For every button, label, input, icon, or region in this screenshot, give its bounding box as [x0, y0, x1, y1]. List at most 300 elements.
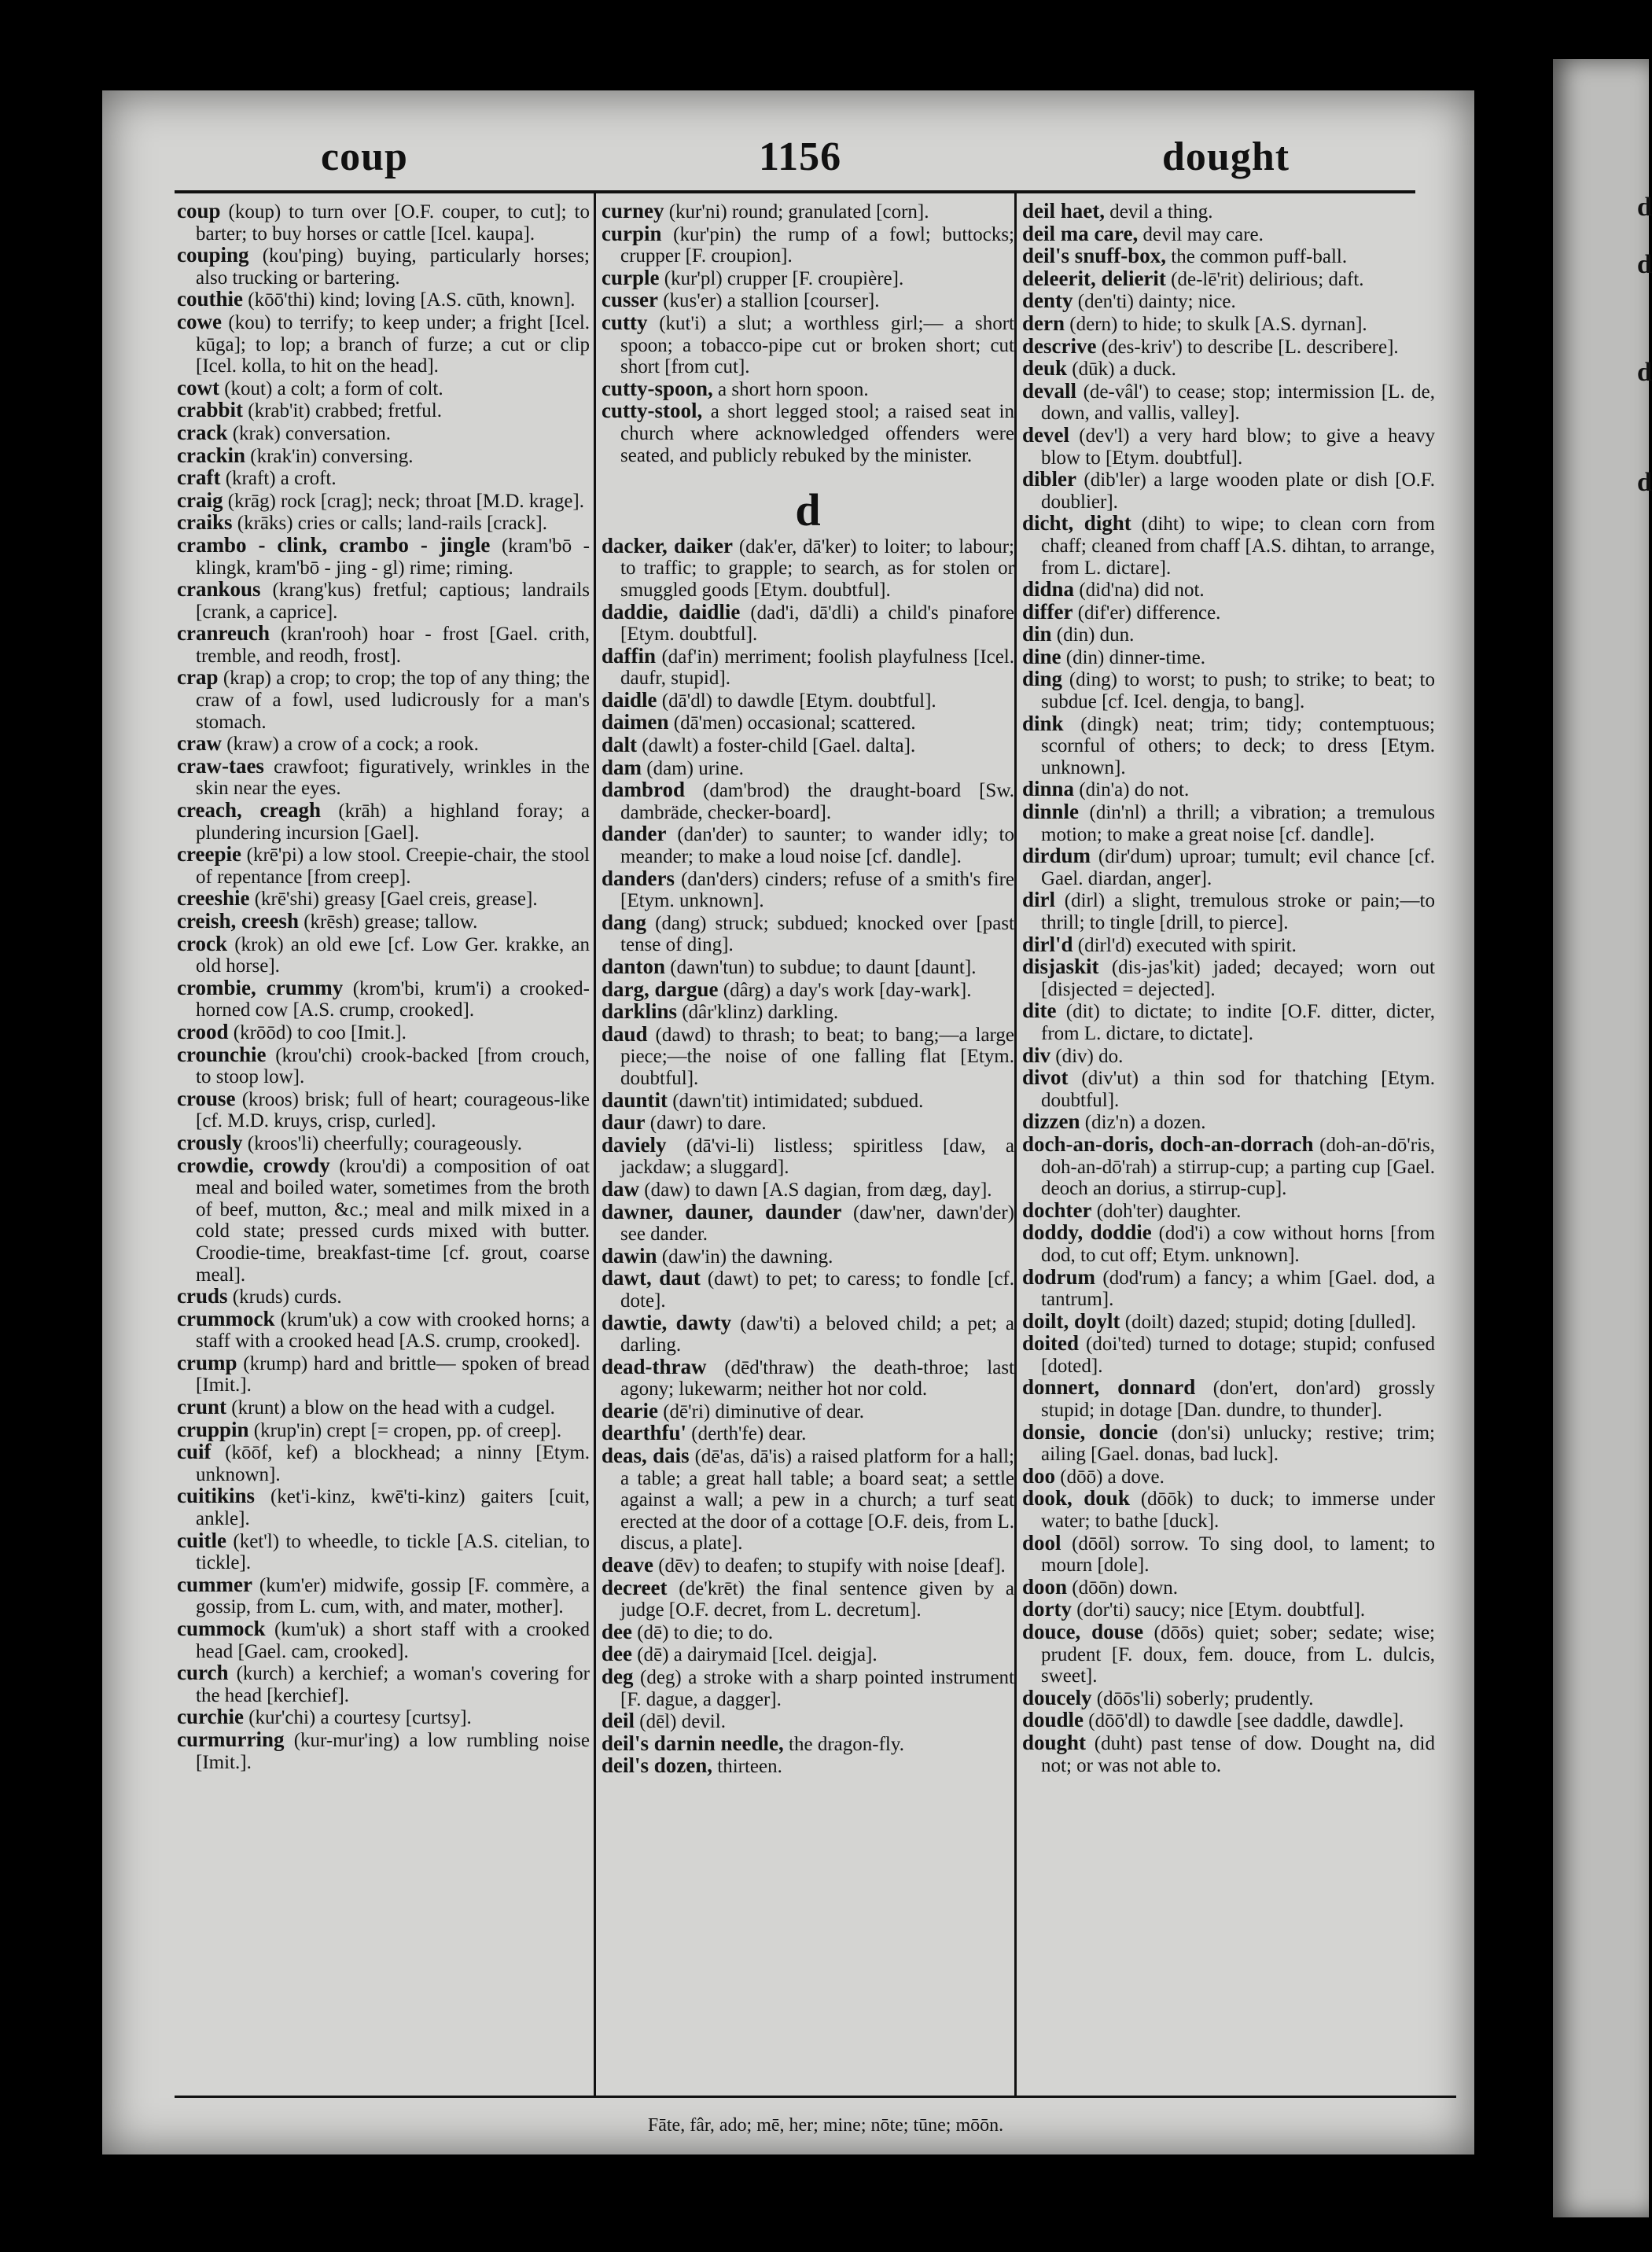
definition: (daw) to dawn [A.S dagian, from dæg, day]. — [644, 1179, 992, 1201]
definition: (krē'shi) greasy [Gael creis, grease]. — [254, 889, 538, 911]
headword: couping — [177, 243, 249, 267]
definition: the common puff-ball. — [1171, 246, 1348, 268]
headword: decreet — [602, 1575, 668, 1599]
definition: (krak) conversation. — [232, 422, 392, 444]
dictionary-entry — [177, 490, 590, 513]
headword: crowdie, crowdy — [177, 1153, 330, 1177]
definition: crawfoot; figuratively, wrinkles in the skin near the eyes. — [196, 756, 591, 800]
headword: dinna — [1022, 777, 1075, 801]
headword: crock — [177, 931, 227, 955]
dictionary-entry — [177, 1662, 590, 1706]
definition: (dēl) devil. — [639, 1711, 726, 1733]
definition: (kur'ni) round; granulated [corn]. — [668, 201, 929, 223]
headword: doited — [1022, 1331, 1080, 1356]
headword: cutty — [602, 310, 648, 334]
headword: crously — [177, 1130, 243, 1154]
definition: (dawlt) a foster-child [Gael. dalta]. — [642, 735, 916, 757]
headword: craig — [177, 488, 223, 512]
headword: dee — [602, 1642, 632, 1666]
running-head-left: coup — [321, 134, 408, 179]
dictionary-entry — [1022, 469, 1435, 513]
headword: devel — [1022, 422, 1069, 447]
definition: (dōōl) sorrow. To sing dool, to lament; to mourn [dole]. — [1041, 1533, 1435, 1577]
definition: (dârg) a day's work [day-wark]. — [723, 979, 972, 1001]
dictionary-entry — [602, 868, 1014, 912]
running-head-right: dought — [1162, 134, 1290, 179]
dictionary-entry — [177, 1308, 590, 1352]
headword: crunt — [177, 1395, 226, 1419]
dictionary-entry — [177, 1574, 590, 1618]
definition: (dak'er, dā'ker) to loiter; to labour; to traffic; to grapple; to search, as for stolen or smuggled goods [Etym. doubtful]. — [620, 535, 1015, 601]
headword: crap — [177, 665, 219, 690]
headword: crabbit — [177, 398, 243, 422]
headword: couthie — [177, 287, 243, 311]
dictionary-entry — [177, 1419, 590, 1442]
definition: (krē'pi) a low stool. Creepie-chair, the stool of repentance [from creep]. — [196, 844, 590, 888]
dictionary-entry — [602, 757, 1014, 780]
definition: (dawn'tun) to subdue; to daunt [daunt]. — [670, 957, 977, 978]
dictionary-entry — [1022, 223, 1435, 246]
definition: (krum'uk) a cow with crooked horns; a staff with a crooked head [A.S. crump, crooked]. — [196, 1308, 590, 1352]
dictionary-entry — [177, 1021, 590, 1044]
headword: cummock — [177, 1617, 266, 1640]
headword: curchie — [177, 1705, 244, 1729]
headword: crump — [177, 1350, 237, 1374]
headword: div — [1022, 1043, 1051, 1067]
dictionary-entry — [1022, 1067, 1435, 1111]
headword: curple — [602, 265, 660, 289]
definition: (dūk) a duck. — [1072, 359, 1176, 381]
headword: dee — [602, 1619, 632, 1643]
definition: (dam) urine. — [646, 757, 744, 779]
headword: dook, douk — [1022, 1486, 1130, 1511]
dictionary-entry — [1022, 245, 1435, 268]
dictionary-entry — [177, 1088, 590, 1132]
definition: (dirl'd) executed with spirit. — [1077, 934, 1297, 956]
headword: curney — [602, 199, 664, 223]
definition: (dōō) a dove. — [1060, 1466, 1164, 1488]
dictionary-entry — [602, 1621, 1014, 1644]
dictionary-entry — [1022, 801, 1435, 845]
definition: (dawn'tit) intimidated; subdued. — [672, 1090, 924, 1112]
headword: dirdum — [1022, 844, 1091, 868]
page-number: 1156 — [759, 134, 842, 179]
definition: (kur'chi) a courtesy [curtsy]. — [248, 1707, 472, 1729]
definition: (duht) past tense of dow. Dought na, did not; or was not able to. — [1041, 1732, 1435, 1776]
dictionary-entry — [1022, 624, 1435, 646]
dictionary-entry — [1022, 845, 1435, 889]
headword: dodrum — [1022, 1264, 1096, 1289]
dictionary-entry — [1022, 1599, 1435, 1621]
definition: (daf'in) merriment; foolish playfulness [Icel. daufr, stupid]. — [620, 646, 1014, 690]
definition: (kus'er) a stallion [courser]. — [663, 290, 880, 312]
dictionary-entry — [177, 311, 590, 377]
definition: (diht) to wipe; to clean corn from chaff; cleaned from chaff [A.S. dihtan, to arrange, from L. dictare]. — [1041, 513, 1435, 579]
definition: (krab'it) crabbed; fretful. — [248, 400, 442, 422]
headword: dam — [602, 755, 642, 779]
headword: danton — [602, 955, 666, 978]
headword: daviely — [602, 1132, 667, 1157]
definition: (krōōd) to coo [Imit.]. — [233, 1021, 407, 1043]
definition: (krang'kus) fretful; captious; landrails [crank, a caprice]. — [196, 580, 591, 623]
dictionary-entry — [177, 422, 590, 445]
definition: (dē'as, dā'is) a raised platform for a hall; a table; a great hall table; a board seat; a settle against a wall; a pew in a church; a turf seat erected at the door of a cottage [O.F. deis, from L. discus, a plate]. — [620, 1446, 1015, 1555]
headword: cowt — [177, 375, 219, 399]
headword: craft — [177, 465, 221, 490]
headword: denty — [1022, 289, 1073, 313]
dictionary-entry — [177, 445, 590, 468]
definition: (did'na) did not. — [1079, 580, 1205, 602]
headword: deleerit, delierit — [1022, 266, 1166, 290]
definition: (krēsh) grease; tallow. — [304, 911, 478, 933]
headword: deil's snuff-box, — [1022, 244, 1167, 268]
dictionary-entry — [1022, 668, 1435, 712]
dictionary-entry — [602, 267, 1014, 290]
definition: (ding) to worst; to push; to strike; to beat; to subdue [cf. Icel. dengja, to bang]. — [1041, 669, 1436, 713]
dictionary-entry — [177, 911, 590, 933]
headword: dalt — [602, 733, 638, 757]
headword: deil's dozen, — [602, 1753, 713, 1778]
dictionary-entry — [602, 1422, 1014, 1445]
dictionary-entry — [177, 623, 590, 667]
headword: cummer — [177, 1572, 252, 1596]
definition: (kruds) curds. — [232, 1286, 342, 1308]
dictionary-entry — [1022, 1264, 1435, 1311]
dictionary-entry — [177, 399, 590, 422]
definition: (krom'bi, krum'i) a crooked-horned cow [A.S. crump, crooked]. — [196, 977, 590, 1021]
dictionary-entry — [1022, 1377, 1435, 1421]
dictionary-entry — [1022, 579, 1435, 602]
dictionary-entry — [1022, 1488, 1435, 1532]
dictionary-entry — [602, 1021, 1015, 1090]
definition: (kram'bō - klingk, kram'bō - jing - gl) rime; riming. — [196, 535, 590, 579]
headword: cowe — [177, 309, 222, 333]
definition: (krunt) a blow on the head with a cudgel. — [231, 1397, 555, 1419]
dictionary-entry — [602, 535, 1014, 602]
headword: crouse — [177, 1086, 236, 1110]
headword: ding — [1022, 667, 1063, 691]
header-rule — [175, 190, 1415, 193]
column-2-bottom-entries — [602, 535, 1014, 1778]
dictionary-entry — [1022, 422, 1436, 469]
definition: (din) dinner-time. — [1065, 646, 1206, 668]
definition: a short horn spoon. — [718, 378, 869, 400]
headword: deil's darnin needle, — [602, 1731, 784, 1755]
definition: (dēv) to deafen; to stupify with noise [deaf]. — [658, 1555, 1006, 1577]
definition: (krou'chi) crook-backed [from crouch, to stoop low]. — [196, 1044, 590, 1088]
headword: dought — [1022, 1730, 1087, 1754]
dictionary-entry — [177, 1485, 590, 1529]
headword: cruds — [177, 1284, 228, 1308]
definition: (dan'ders) cinders; refuse of a smith's fire [Etym. unknown]. — [620, 868, 1014, 912]
definition: (doh-an-dō'ris, doh-an-dō'rah) a stirrup-cup; a parting cup [Gael. deoch an dorius, a stirrup-cup]. — [1041, 1134, 1435, 1200]
definition: thirteen. — [717, 1756, 782, 1778]
dictionary-entry — [602, 956, 1014, 979]
headword: deave — [602, 1553, 653, 1577]
dictionary-entry — [177, 1396, 590, 1419]
dictionary-entry — [602, 712, 1014, 734]
definition: (dōō'dl) to dawdle [see daddle, dawdle]. — [1088, 1710, 1404, 1732]
dictionary-entry — [1022, 1709, 1435, 1732]
dictionary-entry — [1022, 313, 1435, 336]
dictionary-entry — [602, 1243, 1014, 1268]
definition: (don'si) unlucky; restive; trim; ailing [Gael. donas, bad luck]. — [1041, 1422, 1436, 1466]
headword: doucely — [1022, 1685, 1092, 1709]
definition: (de-vâl') to cease; stop; intermission [L. de, down, and vallis, valley]. — [1041, 381, 1435, 425]
definition: (krup'in) crept [= cropen, pp. of creep]. — [253, 1419, 562, 1441]
dictionary-entry — [177, 1618, 590, 1662]
definition: (kōō'thi) kind; loving [A.S. cūth, known]. — [248, 289, 576, 311]
headword: disjaskit — [1022, 955, 1099, 979]
definition: (dod'i) a cow without horns [from dod, to cut off; Etym. unknown]. — [1041, 1223, 1436, 1266]
headword: dink — [1022, 711, 1064, 735]
headword: dearie — [602, 1398, 658, 1422]
dictionary-entry — [1022, 1045, 1435, 1068]
dictionary-entry — [602, 734, 1014, 757]
definition: (kum'er) midwife, gossip [F. commère, a gossip, from L. cum, with, and mater, mother]. — [196, 1574, 590, 1618]
headword: cruppin — [177, 1417, 249, 1441]
dictionary-entry — [602, 201, 1014, 223]
dictionary-entry — [177, 1155, 590, 1286]
dictionary-entry — [177, 467, 590, 490]
headword: danders — [602, 866, 675, 890]
dictionary-entry — [602, 1001, 1014, 1024]
headword: crood — [177, 1019, 229, 1043]
definition: (krump) hard and brittle— spoken of bread [Imit.]. — [196, 1352, 591, 1396]
definition: (kou'ping) buying, particularly horses; also trucking or bartering. — [196, 245, 591, 289]
definition: (kur-mur'ing) a low rumbling noise [Imit.]. — [196, 1729, 591, 1773]
dictionary-entry — [1022, 333, 1435, 359]
headword: doon — [1022, 1574, 1068, 1599]
definition: (dor'ti) saucy; nice [Etym. doubtful]. — [1076, 1599, 1366, 1621]
dictionary-entry — [602, 1268, 1014, 1312]
definition: (dawd) to thrash; to beat; to bang;—a large piece;—the noise of one falling flat [Etym. doubtful]. — [620, 1024, 1015, 1089]
definition: (daw'ti) a beloved child; a pet; a darling. — [620, 1312, 1015, 1356]
headword: donnert, donnard — [1022, 1375, 1196, 1400]
definition: (diz'n) a dozen. — [1084, 1112, 1206, 1134]
headword: daidle — [602, 687, 657, 712]
headword: curpin — [602, 221, 662, 245]
definition: (dang) struck; subdued; knocked over [past tense of ding]. — [620, 912, 1015, 956]
dictionary-entry — [602, 979, 1014, 1002]
dictionary-entry — [177, 800, 590, 844]
definition: (krap) a crop; to crop; the top of any thing; the craw of a fowl, used ludicrously for a man's stomach. — [196, 668, 591, 733]
dictionary-entry — [177, 844, 590, 888]
definition: (daw'ner, dawn'der) see dander. — [620, 1201, 1014, 1246]
dictionary-entry — [602, 823, 1014, 867]
dictionary-entry — [602, 1710, 1014, 1733]
definition: (dōōn) down. — [1072, 1577, 1179, 1599]
headword: doilt, doylt — [1022, 1308, 1120, 1333]
column-1 — [177, 201, 590, 1773]
definition: (dōōs'li) soberly; prudently. — [1096, 1687, 1314, 1709]
dictionary-entry — [177, 1441, 590, 1485]
headword: douce, douse — [1022, 1620, 1144, 1643]
headword: coup — [177, 199, 221, 223]
headword: deg — [602, 1665, 634, 1688]
headword: doudle — [1022, 1708, 1084, 1732]
dictionary-entry — [602, 378, 1014, 401]
definition: (kou) to terrify; to keep under; a fright [Icel. kūga]; to lop; a branch of furze; a cut or clip [Icel. kolla, to hit on the head]. — [196, 311, 591, 377]
headword: dambrod — [602, 778, 686, 802]
dictionary-entry — [177, 888, 590, 911]
adjacent-page-fragment: d — [1637, 250, 1652, 279]
definition: (dē) to die; to do. — [637, 1621, 774, 1643]
adjacent-page-fragment: d — [1637, 468, 1652, 497]
dictionary-entry — [602, 223, 1014, 267]
definition: (doi'ted) turned to dotage; stupid; confused [doted]. — [1041, 1334, 1436, 1377]
definition: (dā'men) occasional; scattered. — [673, 712, 916, 734]
dictionary-entry — [177, 1530, 590, 1574]
headword: dead-thraw — [602, 1354, 707, 1378]
definition: (div'ut) a thin sod for thatching [Etym. doubtful]. — [1041, 1068, 1436, 1111]
dictionary-entry — [1022, 1732, 1435, 1776]
headword: deil — [602, 1709, 635, 1733]
definition: (dōōk) to duck; to immerse under water; to bathe [duck]. — [1041, 1488, 1435, 1533]
column-rule — [1014, 193, 1017, 2096]
dictionary-entry — [602, 1643, 1014, 1666]
headword: crackin — [177, 443, 245, 467]
dictionary-entry — [602, 1733, 1014, 1756]
dictionary-entry — [602, 1312, 1014, 1356]
headword: dibler — [1022, 467, 1077, 491]
dictionary-entry — [1022, 599, 1435, 624]
definition: (kran'rooh) hoar - frost [Gael. crith, tremble, and reodh, frost]. — [196, 624, 590, 667]
headword: dacker, daiker — [602, 533, 734, 557]
dictionary-entry — [177, 1706, 590, 1729]
dictionary-entry — [1022, 1222, 1435, 1266]
dictionary-entry — [177, 667, 590, 733]
definition: (dē) a dairymaid [Icel. deigja]. — [637, 1644, 878, 1666]
dictionary-entry — [602, 1577, 1014, 1621]
dictionary-entry — [177, 933, 590, 977]
definition: (daw'in) the dawning. — [661, 1246, 833, 1268]
dictionary-entry — [1022, 1111, 1435, 1134]
definition: (dē'ri) diminutive of dear. — [663, 1400, 865, 1422]
headword: cusser — [602, 288, 658, 312]
definition: (koup) to turn over [O.F. couper, to cut]; to barter; to buy horses or cattle [Icel. kaupa]. — [196, 201, 591, 245]
definition: (ket'i-kinz, kwē'ti-kinz) gaiters [cuit, ankle]. — [196, 1486, 591, 1530]
headword: craw-taes — [177, 753, 264, 778]
definition: (dōōs) quiet; sober; sedate; wise; prudent [F. doux, fem. douce, from L. dulcis, sweet]. — [1041, 1622, 1436, 1687]
headword: daddie, daidlie — [602, 599, 741, 624]
definition: (kur'pl) crupper [F. croupière]. — [664, 267, 904, 289]
headword: dawner, dauner, daunder — [602, 1199, 842, 1224]
definition: (derth'fe) dear. — [691, 1423, 807, 1445]
dictionary-entry — [1022, 290, 1435, 313]
definition: (des-kriv') to describe [L. describere]. — [1101, 336, 1399, 358]
definition: (dit) to dictate; to indite [O.F. ditter, dicter, from L. dictare, to dictate]. — [1041, 1001, 1435, 1044]
headword: daw — [602, 1176, 640, 1201]
definition: (dib'ler) a large wooden plate or dish [O.F. doublier]. — [1041, 469, 1436, 513]
headword: crambo - clink, crambo - jingle — [177, 532, 491, 557]
dictionary-entry — [1022, 778, 1435, 801]
definition: (kurch) a kerchief; a woman's covering for the head [kerchief]. — [196, 1663, 591, 1706]
headword: divot — [1022, 1065, 1069, 1090]
dictionary-entry — [602, 1356, 1014, 1400]
headword: crombie, crummy — [177, 975, 344, 999]
definition: (dā'dl) to dawdle [Etym. doubtful]. — [661, 690, 936, 712]
headword: craw — [177, 731, 222, 756]
definition: (dâr'klinz) darkling. — [682, 1002, 839, 1024]
dictionary-entry — [1022, 956, 1435, 1000]
dictionary-entry — [177, 1729, 590, 1773]
definition: (dod'rum) a fancy; a whim [Gael. dod, a tantrum]. — [1041, 1267, 1435, 1311]
dictionary-entry — [1022, 1687, 1435, 1710]
dictionary-entry — [602, 687, 1014, 712]
definition: (kum'uk) a short staff with a crooked head [Gael. cam, crooked]. — [196, 1619, 590, 1662]
headword: dicht, dight — [1022, 511, 1131, 535]
definition: a short legged stool; a raised seat in church where acknowledged offenders were seated, and publicly rebuked by the minister. — [620, 401, 1014, 466]
headword: crankous — [177, 577, 261, 602]
headword: daimen — [602, 710, 669, 734]
definition: (doh'ter) daughter. — [1096, 1200, 1242, 1222]
dictionary-entry — [1022, 889, 1435, 933]
dictionary-entry — [1022, 513, 1435, 579]
dictionary-entry — [1022, 646, 1435, 669]
definition: (kraw) a crow of a cock; a rook. — [226, 734, 479, 756]
dictionary-entry — [1022, 934, 1435, 957]
dictionary-entry — [602, 289, 1014, 312]
headword: dinnle — [1022, 800, 1080, 824]
headword: daud — [602, 1021, 648, 1046]
definition: (kraft) a croft. — [225, 468, 337, 490]
definition: (dam'brod) the draught-board [Sw. dambräde, checker-board]. — [620, 780, 1014, 823]
headword: doch-an-doris, doch-an-dorrach — [1022, 1132, 1314, 1156]
headword: cuitikins — [177, 1484, 256, 1508]
dictionary-entry — [602, 1112, 1014, 1135]
definition: (kroos) brisk; full of heart; courageous-like [cf. M.D. kruys, crisp, curled]. — [196, 1088, 591, 1132]
definition: (doilt) dazed; stupid; doting [dulled]. — [1124, 1311, 1416, 1333]
headword: curch — [177, 1661, 229, 1685]
definition: the dragon-fly. — [789, 1733, 904, 1755]
headword: craiks — [177, 510, 233, 535]
definition: (dev'l) a very hard blow; to give a heavy blow to [Etym. doubtful]. — [1041, 425, 1436, 469]
pronunciation-key: Fāte, fâr, ado; mē, her; mine; nōte; tūne; mōōn. — [647, 2115, 1004, 2136]
definition: (din'nl) a thrill; a vibration; a tremulous motion; to make a great noise [cf. dandle]. — [1041, 802, 1435, 845]
definition: (dan'der) to saunter; to wander idly; to meander; to make a loud noise [cf. dandle]. — [620, 824, 1015, 868]
dictionary-entry — [1022, 1574, 1435, 1599]
definition: (don'ert, don'ard) grossly stupid; in dotage [Dan. dundre, to thunder]. — [1041, 1378, 1435, 1422]
headword: doo — [1022, 1463, 1056, 1488]
adjacent-page-fragment: d — [1637, 358, 1652, 387]
dictionary-entry — [1022, 268, 1435, 291]
dictionary-entry — [602, 643, 1014, 690]
headword: creepie — [177, 842, 241, 867]
headword: deuk — [1022, 356, 1068, 381]
dictionary-entry — [602, 1176, 1014, 1201]
headword: dorty — [1022, 1597, 1072, 1621]
headword: dochter — [1022, 1198, 1092, 1222]
section-letter: d — [795, 484, 821, 536]
headword: darg, dargue — [602, 977, 719, 1001]
dictionary-entry — [177, 1352, 590, 1396]
dictionary-entry — [1022, 1419, 1436, 1466]
definition: (kout) a colt; a form of colt. — [224, 377, 443, 399]
headword: deil haet, — [1022, 199, 1105, 223]
dictionary-entry — [177, 977, 590, 1021]
column-2-top-entries — [602, 201, 1014, 466]
definition: (kut'i) a slut; a worthless girl;— a short spoon; a tobacco-pipe cut or broken short; cut short [from cut]. — [620, 312, 1014, 378]
dictionary-entry — [1022, 1333, 1435, 1377]
headword: crounchie — [177, 1042, 267, 1066]
definition: (krou'di) a composition of oat meal and boiled water, sometimes from the broth of beef, mutton, &c.; meal and milk mixed in a cold state; pressed curds mixed with butter. Croodie-time, breakfast-time [cf. grout, coarse meal]. — [196, 1155, 591, 1286]
dictionary-entry — [602, 1400, 1014, 1423]
footer-rule — [175, 2096, 1456, 2098]
headword: dauntit — [602, 1087, 668, 1112]
headword: cutty-spoon, — [602, 376, 713, 400]
dictionary-entry — [602, 1445, 1014, 1555]
